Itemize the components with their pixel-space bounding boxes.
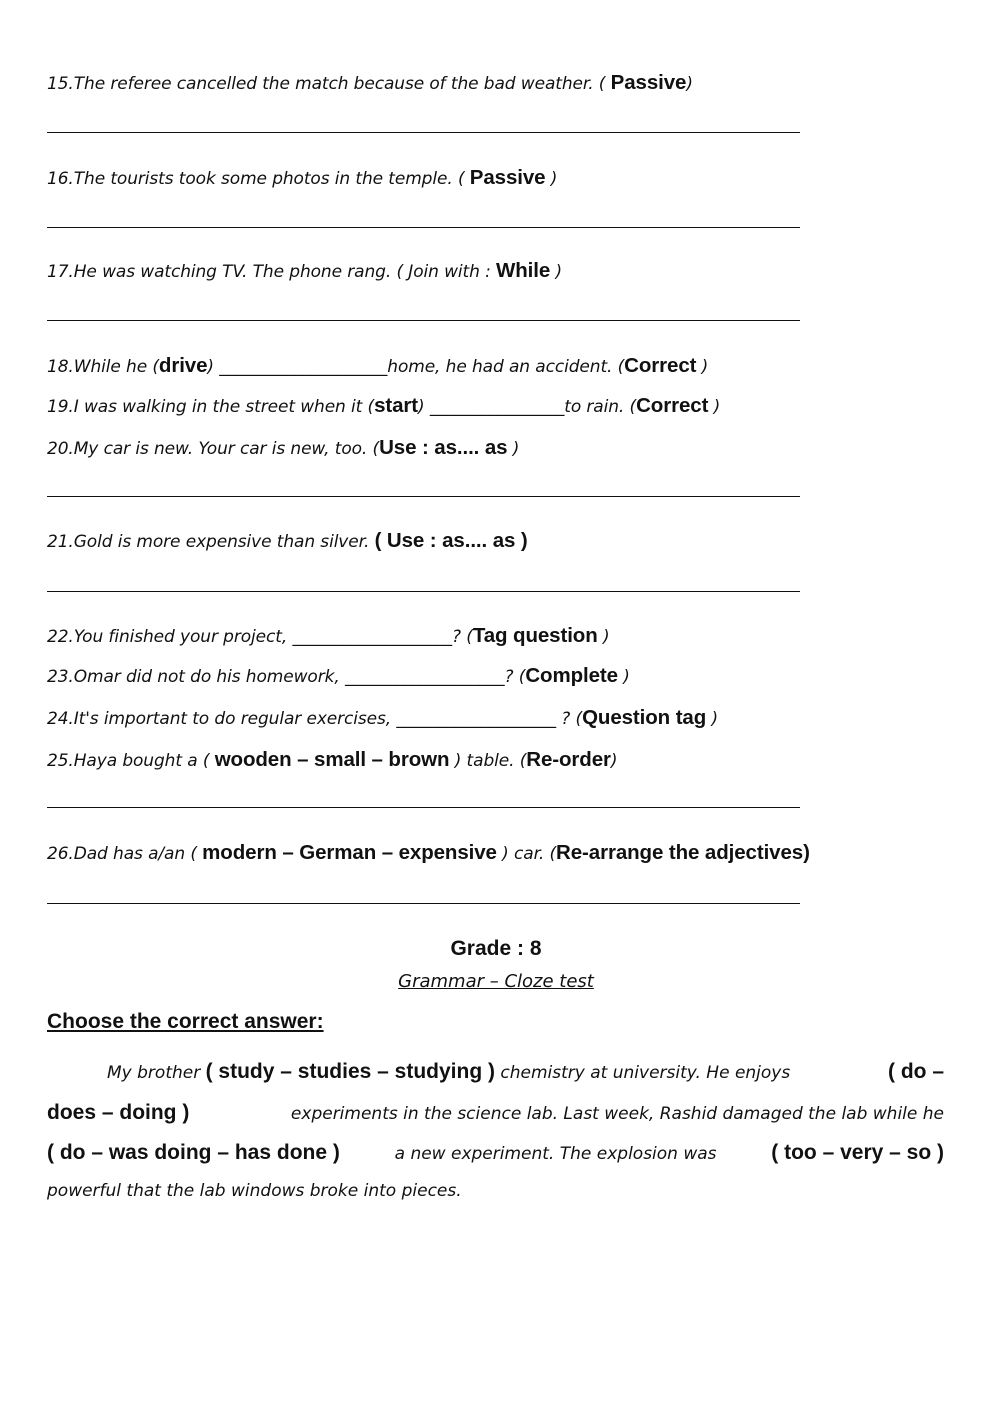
instruction-label: Question tag — [582, 706, 707, 729]
choice-group[interactable]: ( do – — [888, 1060, 944, 1083]
choice-group[interactable]: ( too – very – so ) — [771, 1141, 944, 1164]
answer-line[interactable] — [47, 807, 800, 808]
cloze-line-4: powerful that the lab windows broke into pieces. — [47, 1181, 462, 1201]
verb-label: start — [374, 394, 418, 417]
answer-line[interactable] — [47, 320, 800, 321]
choice-group[interactable]: ( do – was doing – has done ) — [47, 1141, 340, 1164]
adjective-list: wooden – small – brown — [214, 748, 450, 771]
section-subtitle: Grammar – Cloze test — [398, 971, 594, 992]
instruction-label: Re-order — [526, 748, 611, 771]
question-24: 24.It's important to do regular exercises, ___________________ ? (Question tag ) — [47, 706, 718, 729]
answer-line[interactable] — [47, 496, 800, 497]
question-21: 21.Gold is more expensive than silver. ( Use : as.... as ) — [47, 529, 528, 552]
answer-line[interactable] — [47, 227, 800, 228]
instruction-label: Tag question — [472, 624, 598, 647]
question-19: 19.I was walking in the street when it (start) ________________to rain. (Correct ) — [47, 394, 721, 417]
fill-blank[interactable]: ________________ — [429, 397, 565, 417]
instruction-label: Complete — [525, 664, 618, 687]
question-25: 25.Haya bought a ( wooden – small – brown ) table. (Re-order) — [47, 748, 618, 771]
question-17: 17.He was watching TV. The phone rang. ( Join with : While ) — [47, 259, 563, 282]
instruction-heading: Choose the correct answer: — [47, 1010, 324, 1033]
instruction-label: Correct — [636, 394, 709, 417]
instruction-label: Passive — [610, 71, 687, 94]
adjective-list: modern – German – expensive — [202, 841, 497, 864]
answer-line[interactable] — [47, 132, 800, 133]
instruction-label: Re-arrange the adjectives) — [556, 841, 810, 864]
instruction-label: Passive — [469, 166, 546, 189]
question-16: 16.The tourists took some photos in the temple. ( Passive ) — [47, 166, 558, 189]
verb-label: drive — [158, 354, 208, 377]
question-15: 15.The referee cancelled the match because of the bad weather. ( Passive) — [47, 71, 693, 94]
question-20: 20.My car is new. Your car is new, too. (Use : as.... as ) — [47, 436, 520, 459]
instruction-label: Correct — [624, 354, 697, 377]
instruction-label: ( Use : as.... as ) — [374, 529, 528, 552]
fill-blank[interactable]: ___________________ — [396, 709, 556, 729]
instruction-label: Use : as.... as — [379, 436, 508, 459]
fill-blank[interactable]: ___________________ — [344, 667, 505, 687]
fill-blank[interactable]: ____________________ — [219, 357, 388, 377]
choice-group[interactable]: ( study – studies – studying ) — [205, 1060, 495, 1083]
answer-line[interactable] — [47, 591, 800, 592]
cloze-line-3: ( do – was doing – has done ) a new experiment. The explosion was ( too – very – so ) — [47, 1141, 944, 1164]
question-23: 23.Omar did not do his homework, ___________________? (Complete ) — [47, 664, 630, 687]
instruction-label: While — [496, 259, 551, 282]
question-18: 18.While he (drive) ____________________home, he had an accident. (Correct ) — [47, 354, 709, 377]
question-22: 22.You finished your project, ___________________? (Tag question ) — [47, 624, 610, 647]
grade-heading: Grade : 8 — [450, 937, 542, 960]
fill-blank[interactable]: ___________________ — [292, 627, 453, 647]
answer-line[interactable] — [47, 903, 800, 904]
cloze-line-2: does – doing ) experiments in the science lab. Last week, Rashid damaged the lab while he — [47, 1101, 944, 1124]
cloze-line-1: My brother ( study – studies – studying ) chemistry at university. He enjoys ( do – — [107, 1060, 944, 1083]
question-26: 26.Dad has a/an ( modern – German – expensive ) car. (Re-arrange the adjectives) — [47, 841, 810, 864]
choice-group[interactable]: does – doing ) — [47, 1101, 190, 1124]
